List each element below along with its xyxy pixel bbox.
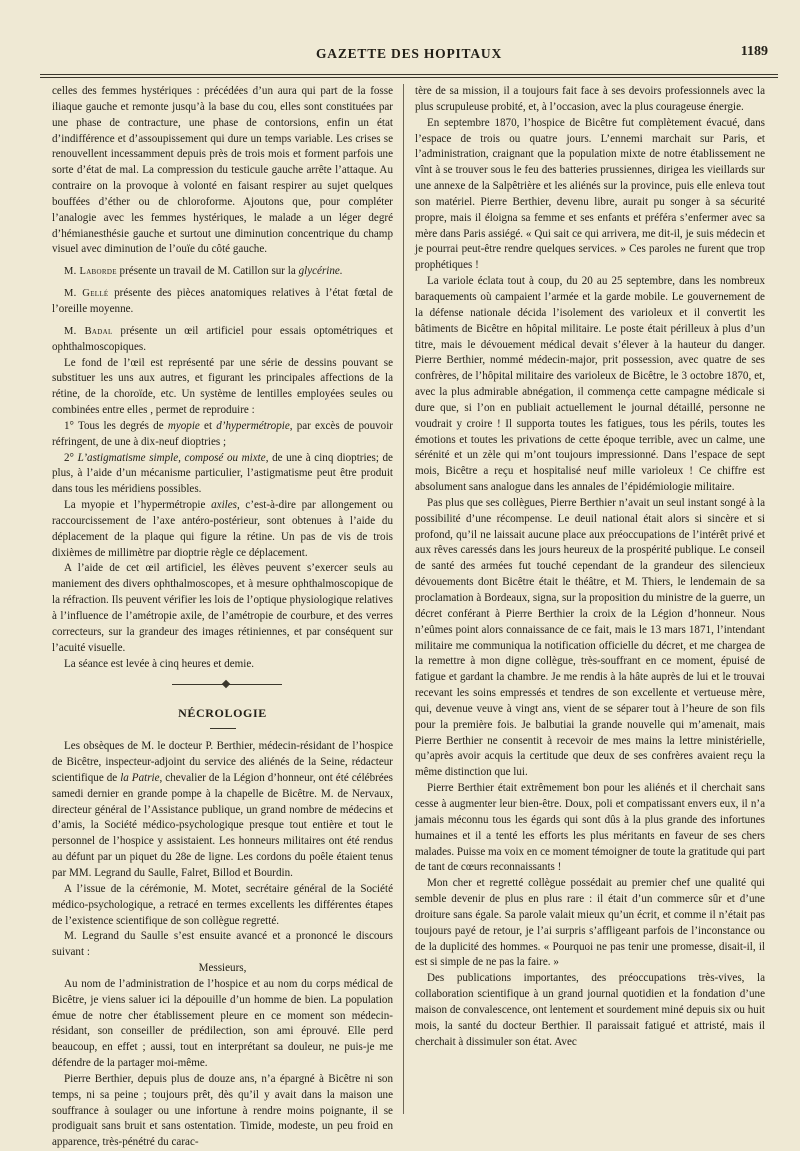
list-item xyxy=(52,451,393,499)
section-title: NÉCROLOGIE xyxy=(178,706,267,721)
paragraph-text: , c’est-à-dire par allongement ou raccourcissement de l’axe antéro-postérieur, sont obtenues à l’aide du déplacement de la plaque qui figure la rétine. Un pas de vis de trois dixièmes de millimètre par dioptrie règle ce déplacement. xyxy=(52,499,393,559)
paragraph: Au nom de l’administration de l’hospice et au nom du corps médical de Bicêtre, je viens saluer ici la dépouille d’un homme de bien. La population émue de notre cher établissement pleure en ce moment son médecin-résidant, son conseiller de prédilection, son ami éprouvé. Elle perd beaucoup, en effet ; aussi, tout en interprétant sa douleur, ne puis-je me défendre de la partager moi-même. xyxy=(52,977,393,1070)
italic-text: d’hypermétropie xyxy=(216,419,290,432)
paragraph xyxy=(52,498,393,561)
section-rule xyxy=(210,728,236,729)
list-text: 2° xyxy=(64,451,78,464)
paragraph: Le fond de l’œil est représenté par une série de dessins pouvant se substituer les uns aux autres, et figurant les principales affections de la rétine, de la choroïde, etc. Un système de lentilles employées seules ou combinées entre elles , permet de reproduire : xyxy=(52,356,393,417)
right-column xyxy=(415,84,765,1124)
paragraph-text: Les obsèques de M. le docteur P. Berthier, médecin-résidant de l’hospice de Bicêtre, inspecteur-adjoint du service des aliénés de la Seine, rédacteur scientifique de xyxy=(52,740,393,784)
italic-text: axiles xyxy=(211,499,237,512)
speaker-name: M. Laborde xyxy=(64,266,117,278)
paragraph-text: présente un œil artificiel pour essais optométriques et ophthalmoscopiques. xyxy=(52,324,393,353)
paragraph-text: , chevalier de la Légion d’honneur, ont été célébrées samedi dernier en grande pompe à la chapelle de Bicêtre. M. de Nervaux, directeur général de l’Assistance publique, un grand nombre de médecins et d’amis, la Société médico-psychologique presque tout entière et tout le personnel de l’hospice y assistaient. Les honneurs militaires ont été rendus au défunt par un piquet du 28e de ligne. Les cordons du poêle étaient tenus par MM. Legrand du Saulle, Falret, Billod et Bourdin. xyxy=(52,771,393,879)
paragraph: Des publications importantes, des préoccupations très-vives, la collaboration scientifique à un grand journal quotidien et la fondation d’une maison de convalescence, ont lentement et sourdement miné depuis six ou huit mois, la santé du docteur Berthier. Il paraissait fatigué et attristé, mais il cherchait à dissimuler son état. Avec xyxy=(415,972,765,1048)
list-text: 1° Tous les degrés de xyxy=(64,419,168,432)
paragraph: Pierre Berthier, depuis plus de douze ans, n’a épargné à Bicêtre ni son temps, ni sa peine ; toujours prêt, dès qu’il y avait dans la maison une souffrance à soulager ou une infortune à rendre moins poignante, il se prodiguait sans bruit et sans ostentation. Timide, modeste, un peu froid en apparence, très-pénétré du carac- xyxy=(52,1072,393,1149)
italic-text: glycérine. xyxy=(298,265,343,278)
italic-text: myopie xyxy=(167,419,200,432)
section-divider xyxy=(52,678,393,692)
paragraph xyxy=(52,739,393,882)
paragraph: A l’aide de cet œil artificiel, les élèves peuvent s’exercer seuls au maniement des divers ophthalmoscopes, et à mesure ophthalmoscopique de la réfraction. Ils peuvent vérifier les lois de l’optique physiologique relatives à l’influence de l’amétropie axile, de l’amétropie de courbure, et des verres correcteurs, sur la grandeur des images rétiniennes, et par conséquent sur l’acuité visuelle. xyxy=(52,562,393,654)
left-column xyxy=(52,84,393,1149)
paragraph-text: La myopie et l’hypermétropie xyxy=(64,499,212,512)
page-header xyxy=(40,44,778,70)
salutation: Messieurs, xyxy=(198,962,247,975)
divider-ornament-icon xyxy=(222,680,230,688)
paragraph: La séance est levée à cinq heures et demie. xyxy=(64,657,255,670)
italic-text: la Patrie xyxy=(120,771,160,784)
paragraph-text: présente un travail de M. Catillon sur la xyxy=(116,265,299,278)
paragraph-text: présente des pièces anatomiques relatives à l’état fœtal de l’oreille moyenne. xyxy=(52,287,393,315)
paragraph: M. Legrand du Saulle s’est ensuite avancé et a prononcé le discours suivant : xyxy=(52,930,393,959)
list-text: et xyxy=(199,419,217,432)
paragraph: Pas plus que ses collègues, Pierre Berthier n’avait un seul instant songé à la possibilité d’une récompense. Le deuil national était alors si sincère et si profond, qu’il ne laissait aucune place aux préoccupations de l’intérêt privé et aux rêves caressés dans les jours heureux de la prospérité publique. Le conseil de santé des armées fut touché cependant de la grandeur des silencieux dévouements dont Bicêtre était le théâtre, et M. Thiers, le lendemain de sa proclamation à Bordeaux, signa, sur la proposition du ministre de la guerre, un décret conférant à Pierre Berthier la croix de la Légion d’honneur. Nous n’eûmes point alors connaissance de ce fait, mais le 13 mars 1871, l’intendant militaire me communiqua la notification officielle du décret, et me chargea de la remettre à mon digne collègue, très-souffrant en ce moment, épuisé de fatigue et gardant la chambre. Je me rendis à la hâte auprès de lui et le trouvai recevant les soins empressés et tendres de son excellente et vertueuse mère, qui, devenue veuve à vingt ans, vient de se séparer tout à l’heure de son fils pour la première fois. Je balbutiai la grande nouvelle qui m’amenait, mais Pierre Berthier ne consentit à recevoir de mes mains la lettre ministérielle, qu’après avoir acquis la certitude que deux de ses confrères avaient reçu la même distinction que lui. xyxy=(415,496,765,779)
column-divider xyxy=(403,84,404,1114)
speaker-name: M. Gellé xyxy=(64,288,109,300)
paragraph: celles des femmes hystériques : précédées d’un aura qui part de la fosse iliaque gauche et remonte jusqu’à la base du cou, elles sont constituées par une phase de contracture, une phase de contorsions, enfin un état d’indifférence et d’assoupissement qui dure un temps variable. Les crises se renouvellent incessamment depuis près de trois mois et forment parfois une sorte d’état de mal. La compression du testicule gauche arrête l’attaque. Au contraire on la provoque à volonté en faisant respirer au sujet quelques bouffées d’éther ou de chloroforme. Ajoutons que, pour compléter l’analogie avec les femmes hystériques, le malade a un léger degré d’hémianesthésie gauche et surtout une diminution concentrique du champ visuel avec diminution de l’ouïe du côté gauche. xyxy=(52,85,393,256)
list-text: , par excès de pouvoir réfringent, de une à dix-neuf dioptries ; xyxy=(52,419,393,448)
paragraph: Pierre Berthier était extrêmement bon pour les aliénés et il cherchait sans cesse à augmenter leur bien-être. Doux, poli et compatissant envers eux, il n’a jamais méconnu tous les égards qui sont dûs à la plus grande des infortunes humaines et il a tenté les efforts les plus méritants en faveur de ses chers malades. Puisse ma voix en ce moment témoigner de toute la gratitude qui part de tant de cœurs reconnaissants ! xyxy=(415,782,765,874)
page-number: 1189 xyxy=(740,44,768,59)
list-text: , de une à cinq dioptries; de plus, à l’aide d’un mécanisme particulier, l’astigmatisme peut être produit dans tous les méridiens possibles. xyxy=(52,451,393,496)
list-item xyxy=(52,419,393,451)
italic-text: L’astigmatisme simple, composé ou mixte xyxy=(77,451,266,464)
paragraph: Mon cher et regretté collègue possédait au premier chef une qualité qui semble devenir de plus en plus rare : il était d’un commerce sûr et d’une droiture sans égale. Sa parole valait mieux qu’un écrit, et comme il n’était pas toujours payé de retour, je l’ai surpris s’affligeant parfois de l’inconstance ou de la duplicité des hommes. « Pourquoi ne pas tenir une promesse, disait-il, il est si simple de ne pas la faire. » xyxy=(415,877,765,969)
header-rule xyxy=(40,74,778,78)
paragraph-badal xyxy=(52,324,393,356)
journal-title: GAZETTE DES HOPITAUX xyxy=(315,46,503,61)
paragraph: A l’issue de la cérémonie, M. Motet, secrétaire général de la Société médico-psychologique, a retracé en termes excellents les différentes étapes de l’existence scientifique de son collègue regretté. xyxy=(52,882,393,927)
paragraph: La variole éclata tout à coup, du 20 au 25 septembre, dans les nombreux baraquements où campaient l’armée et la garde mobile. Le gouvernement de la défense nationale décida l’isolement des varioleux et il convertit les bâtiments de Bicêtre en hôpital militaire. Le poste était périlleux à plus d’un titre, mais le dévouement médical devait s’élever à la hauteur du danger. Pierre Berthier, nommé médecin-major, prit possession, avec quatre de ses confrères, de l’hôpital militaire des varioleux de Bicêtre, le 3 octobre 1870, et, avec la plus admirable abnégation, il commença cette campagne médicale si dure que, si l’on en publiait actuellement le journal détaillé, personne ne voudrait y croire ! Il supporta toutes les fatigues, tous les périls, toutes les émotions et toutes les privations de cette époque terrible, avec un calme, une sérénité et un zèle qui m’ont toujours impressionné. Dans l’espace de sept mois, Bicêtre a reçu et hospitalisé neuf mille varioleux ! Ce chiffre est absolument sans analogue dans les annales de l’épidémiologie militaire. xyxy=(415,275,765,494)
paragraph-laborde xyxy=(52,264,393,280)
paragraph: tère de sa mission, il a toujours fait face à ses devoirs professionnels avec la plus scrupuleuse probité, et, à l’occasion, avec la plus courageuse énergie. xyxy=(415,85,765,113)
paragraph-gelle xyxy=(52,286,393,318)
speaker-name: M. Badal xyxy=(64,325,113,337)
paragraph: En septembre 1870, l’hospice de Bicêtre fut complètement évacué, dans l’espace de trois ou quatre jours. L’ennemi marchait sur Paris, et l’administration, craignant que la population mixte de notre établissement ne vînt à se trouver sous le feu des batteries prussiennes, dirigea les vieillards sur une annexe de la Salpêtrière et les aliénés sur la province, puis elle enleva tout son matériel. Pierre Berthier, devenu libre, aurait pu songer à sa sécurité propre, mais il éloigna sa femme et ses enfants et préféra s’enfermer avec sa mère dans Paris assiégé. « Qui sait ce qui arrivera, me dit-il, je suis médecin et je pourrai peut-être rendre quelques services. » Ces paroles ne furent que trop prophétiques ! xyxy=(415,116,765,272)
